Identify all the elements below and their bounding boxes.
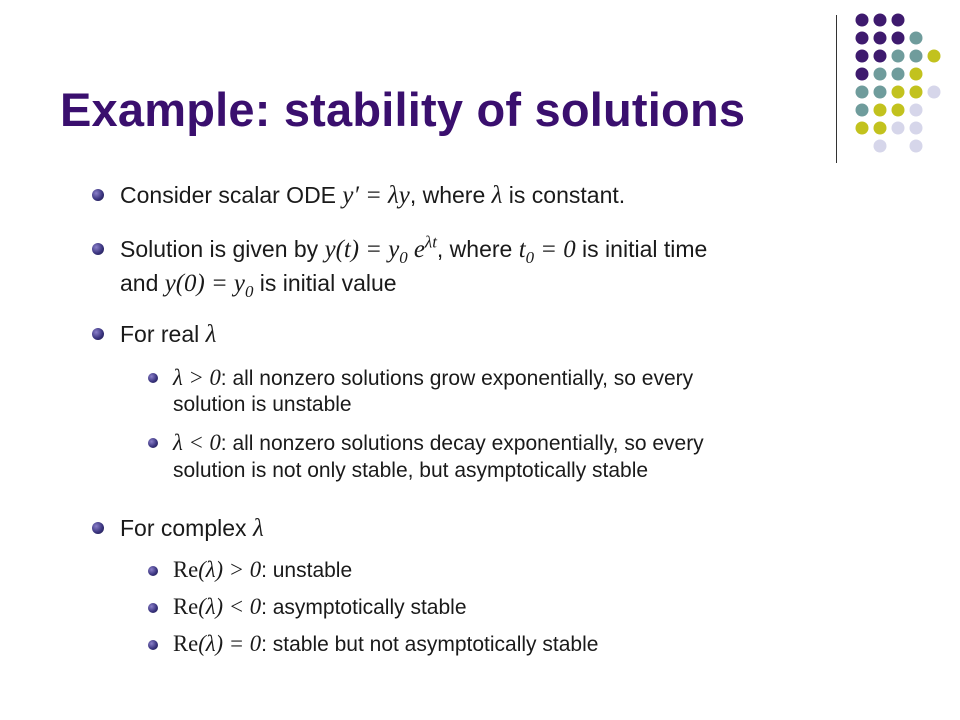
sub-bullet-lambda-negative-line-2: solution is not only stable, but asymptotically stable bbox=[173, 459, 649, 482]
sub-bullet-re-positive: Re(λ) > 0: unstable bbox=[173, 557, 353, 582]
sub-bullet-lambda-positive-line-2: solution is unstable bbox=[173, 393, 352, 416]
bullet-solution-line-1: Solution is given by $y(t) = y_0$ $e^{\lambda t}$, where $t_0 = 0$ is initial time bbox=[120, 232, 708, 267]
bullet-dot bbox=[92, 522, 104, 534]
bullet-solution-line-2: and $y(0) = y_0$ is initial value bbox=[120, 270, 397, 301]
sub-bullet-lambda-positive-line-1: λ > 0: all nonzero solutions grow exponentially, so every bbox=[173, 365, 694, 390]
bullet-consider-ode: Consider scalar ODE y′ = λy, where λ is constant. bbox=[120, 182, 626, 209]
sub-bullet-dot bbox=[148, 373, 158, 383]
bullet-for-real-lambda: For real λ bbox=[120, 321, 217, 348]
bullet-for-complex-lambda: For complex λ bbox=[120, 515, 264, 542]
sub-bullet-dot bbox=[148, 438, 158, 448]
sub-bullet-dot bbox=[148, 566, 158, 576]
bullet-dot bbox=[92, 189, 104, 201]
bullet-dot bbox=[92, 328, 104, 340]
sub-bullet-re-zero: Re(λ) = 0: stable but not asymptotically stable bbox=[173, 631, 599, 656]
bullet-dot bbox=[92, 243, 104, 255]
sub-bullet-lambda-negative-line-1: λ < 0: all nonzero solutions decay exponentially, so every bbox=[173, 430, 704, 455]
sub-bullet-re-negative: Re(λ) < 0: asymptotically stable bbox=[173, 594, 467, 619]
slide-title: Example: stability of solutions bbox=[60, 83, 746, 136]
sub-bullet-dot bbox=[148, 603, 158, 613]
sub-bullet-dot bbox=[148, 640, 158, 650]
